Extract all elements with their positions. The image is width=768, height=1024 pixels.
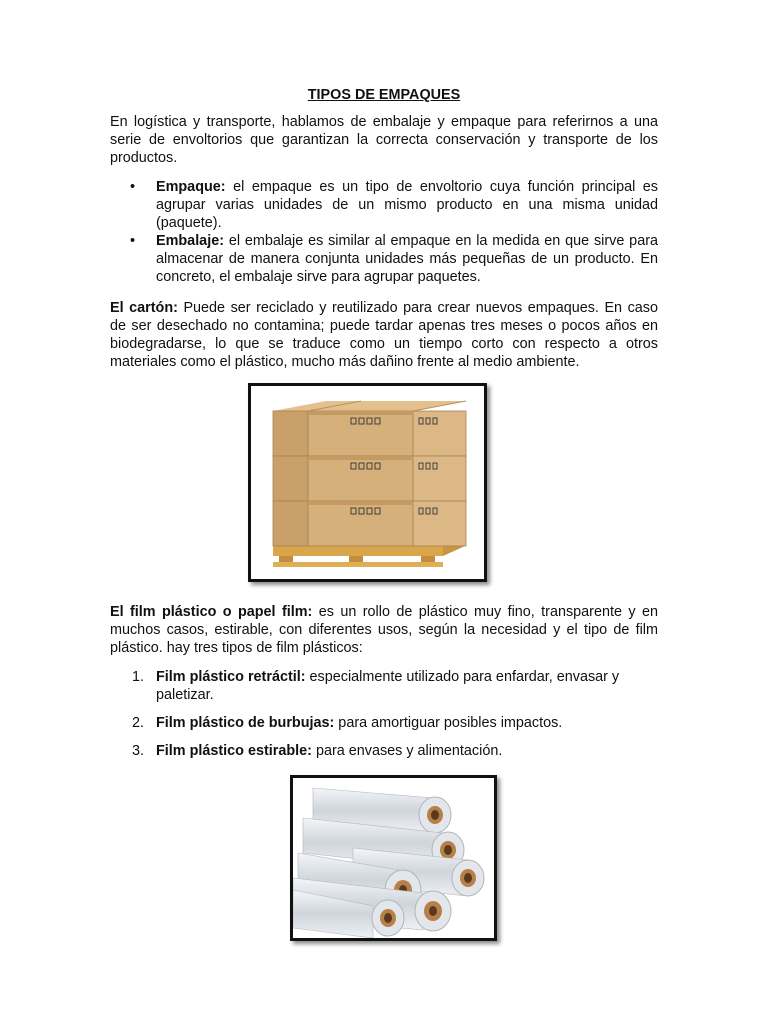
film-type-item xyxy=(110,714,658,732)
bullet-item-empaque xyxy=(110,178,658,232)
intro-paragraph: En logística y transporte, hablamos de embalaje y empaque para referirnos a una serie de envoltorios que garantizan la correcta conservación y transporte de los productos. xyxy=(110,114,658,166)
film-text: es un rollo de plástico muy fino, transparente y en muchos casos, estirable, con diferentes usos, según la necesidad y el tipo de film plástico. hay tres tipos de film plásticos: xyxy=(110,604,658,656)
film-type-term: Film plástico de burbujas: xyxy=(156,715,335,731)
page-title: TIPOS DE EMPAQUES xyxy=(307,87,461,103)
cardboard-boxes-illustration xyxy=(251,386,484,579)
bullet-list xyxy=(110,178,658,286)
film-types-list xyxy=(110,668,658,760)
film-type-text: especialmente utilizado para enfardar, envasar y paletizar. xyxy=(156,669,620,703)
list-number: 2. xyxy=(132,715,145,731)
bullet-icon: • xyxy=(130,233,136,249)
film-type-text: para envases y alimentación. xyxy=(311,743,503,759)
bullet-term: Empaque: xyxy=(156,179,226,195)
film-rolls-image xyxy=(290,775,497,941)
film-rolls-illustration xyxy=(293,778,494,938)
bullet-term: Embalaje: xyxy=(156,233,224,249)
film-term: El film plástico o papel film: xyxy=(110,604,313,620)
film-type-item xyxy=(110,668,658,704)
film-type-term: Film plástico retráctil: xyxy=(156,669,306,685)
carton-term: El cartón: xyxy=(110,300,178,316)
film-type-term: Film plástico estirable: xyxy=(156,743,312,759)
cardboard-pallet-image xyxy=(248,383,487,582)
bullet-icon: • xyxy=(130,179,136,195)
box-stack-icon xyxy=(273,401,466,546)
bullet-item-embalaje xyxy=(110,232,658,286)
film-type-item xyxy=(110,742,658,760)
carton-paragraph xyxy=(110,299,658,371)
film-type-text: para amortiguar posibles impactos. xyxy=(334,715,563,731)
film-roll-icon xyxy=(293,788,484,938)
film-paragraph xyxy=(110,603,658,657)
list-number: 3. xyxy=(132,743,145,759)
list-number: 1. xyxy=(132,669,145,685)
bullet-text: el empaque es un tipo de envoltorio cuya función principal es agrupar varias unidades de un mismo producto en una misma unidad (paquete). xyxy=(156,179,658,231)
carton-text: Puede ser reciclado y reutilizado para crear nuevos empaques. En caso de ser desechado no contamina; puede tardar apenas tres meses o pocos años en biodegradarse, lo que se traduce como un tiempo corto con respecto a otros materiales como el plástico, mucho más dañino frente al medio ambiente. xyxy=(110,300,658,370)
bullet-text: el embalaje es similar al empaque en la medida en que sirve para almacenar de manera conjunta unidades más pequeñas de un producto. En concreto, el embalaje sirve para agrupar paquetes. xyxy=(156,233,658,285)
